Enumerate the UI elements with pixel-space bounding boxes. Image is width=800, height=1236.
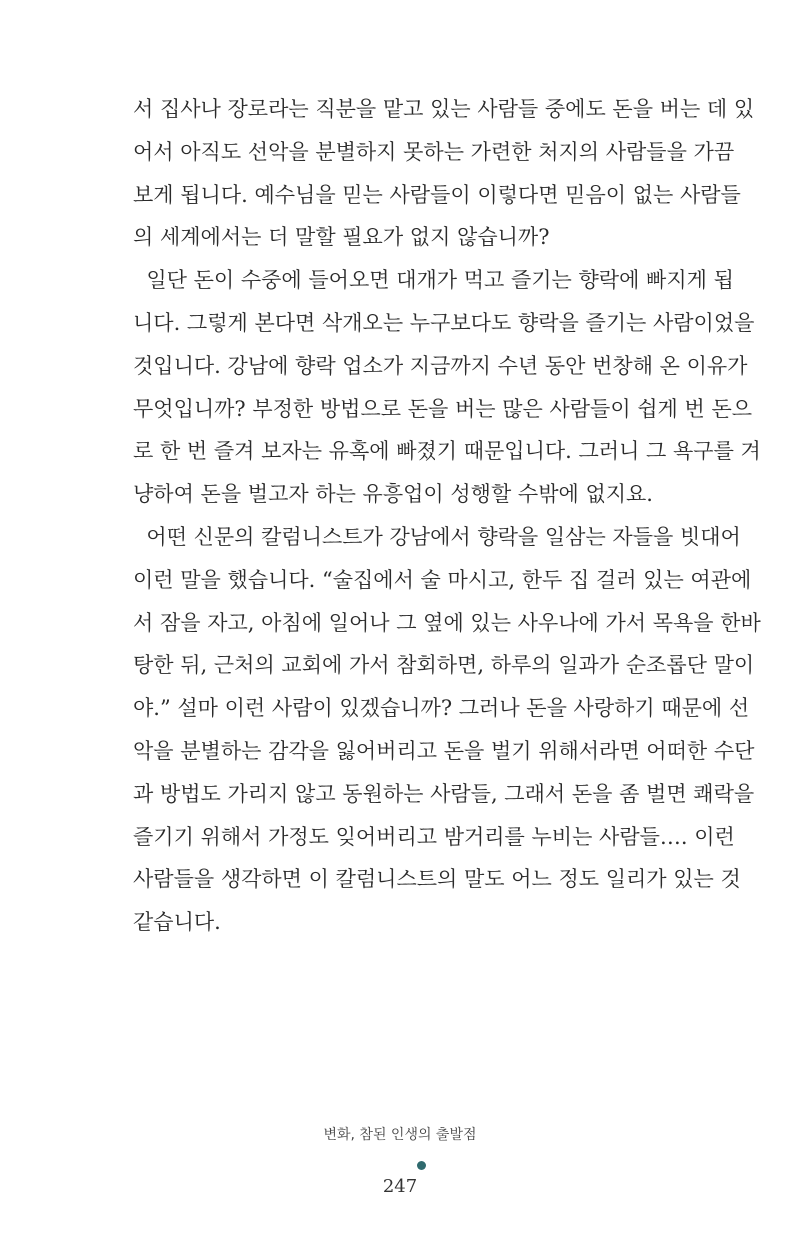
text-line: 즐기기 위해서 가정도 잊어버리고 밤거리를 누비는 사람들…. 이런 (133, 824, 735, 849)
text-line: 탕한 뒤, 근처의 교회에 가서 참회하면, 하루의 일과가 순조롭단 말이 (133, 653, 755, 678)
text-line: 서 집사나 장로라는 직분을 맡고 있는 사람들 중에도 돈을 버는 데 있 (133, 97, 755, 121)
text-line: 같습니다. (133, 910, 221, 935)
page-number: 247 (382, 1176, 418, 1197)
footer-dot-ornament (417, 1161, 426, 1170)
text-line: 보게 됩니다. 예수님을 믿는 사람들이 이렇다면 믿음이 없는 사람들 (133, 182, 741, 207)
text-line: 야.” 설마 이런 사람이 있겠습니까? 그러나 돈을 사랑하기 때문에 선 (133, 696, 750, 721)
text-line: 서 잠을 자고, 아침에 일어나 그 옆에 있는 사우나에 가서 목욕을 한바 (133, 610, 761, 635)
text-line: 사람들을 생각하면 이 칼럼니스트의 말도 어느 정도 일리가 있는 것 (133, 867, 741, 892)
text-line: 악을 분별하는 감각을 잃어버리고 돈을 벌기 위해서라면 어떠한 수단 (133, 738, 755, 763)
text-line: 어떤 신문의 칼럼니스트가 강남에서 향락을 일삼는 자들을 빗대어 (133, 524, 741, 549)
text-line: 니다. 그렇게 본다면 삭개오는 누구보다도 향락을 즐기는 사람이었을 (133, 310, 755, 335)
text-line: 무엇입니까? 부정한 방법으로 돈을 버는 많은 사람들이 쉽게 번 돈으 (133, 396, 753, 421)
text-line: 로 한 번 즐겨 보자는 유혹에 빠졌기 때문입니다. 그러니 그 욕구를 겨 (133, 439, 761, 464)
body-text (133, 88, 761, 944)
text-line: 일단 돈이 수중에 들어오면 대개가 먹고 즐기는 향락에 빠지게 됩 (133, 268, 734, 293)
text-line: 것입니다. 강남에 향락 업소가 지금까지 수년 동안 번창해 온 이유가 (133, 353, 748, 378)
text-line: 이런 말을 했습니다. “술집에서 술 마시고, 한두 집 걸러 있는 여관에 (133, 567, 752, 592)
text-line: 어서 아직도 선악을 분별하지 못하는 가련한 처지의 사람들을 가끔 (133, 139, 735, 164)
running-title: 변화, 참된 인생의 출발점 (323, 1127, 477, 1143)
text-line: 과 방법도 가리지 않고 동원하는 사람들, 그래서 돈을 좀 벌면 쾌락을 (133, 781, 755, 806)
text-line: 의 세계에서는 더 말할 필요가 없지 않습니까? (133, 225, 550, 250)
text-line: 냥하여 돈을 벌고자 하는 유흥업이 성행할 수밖에 없지요. (133, 482, 653, 507)
